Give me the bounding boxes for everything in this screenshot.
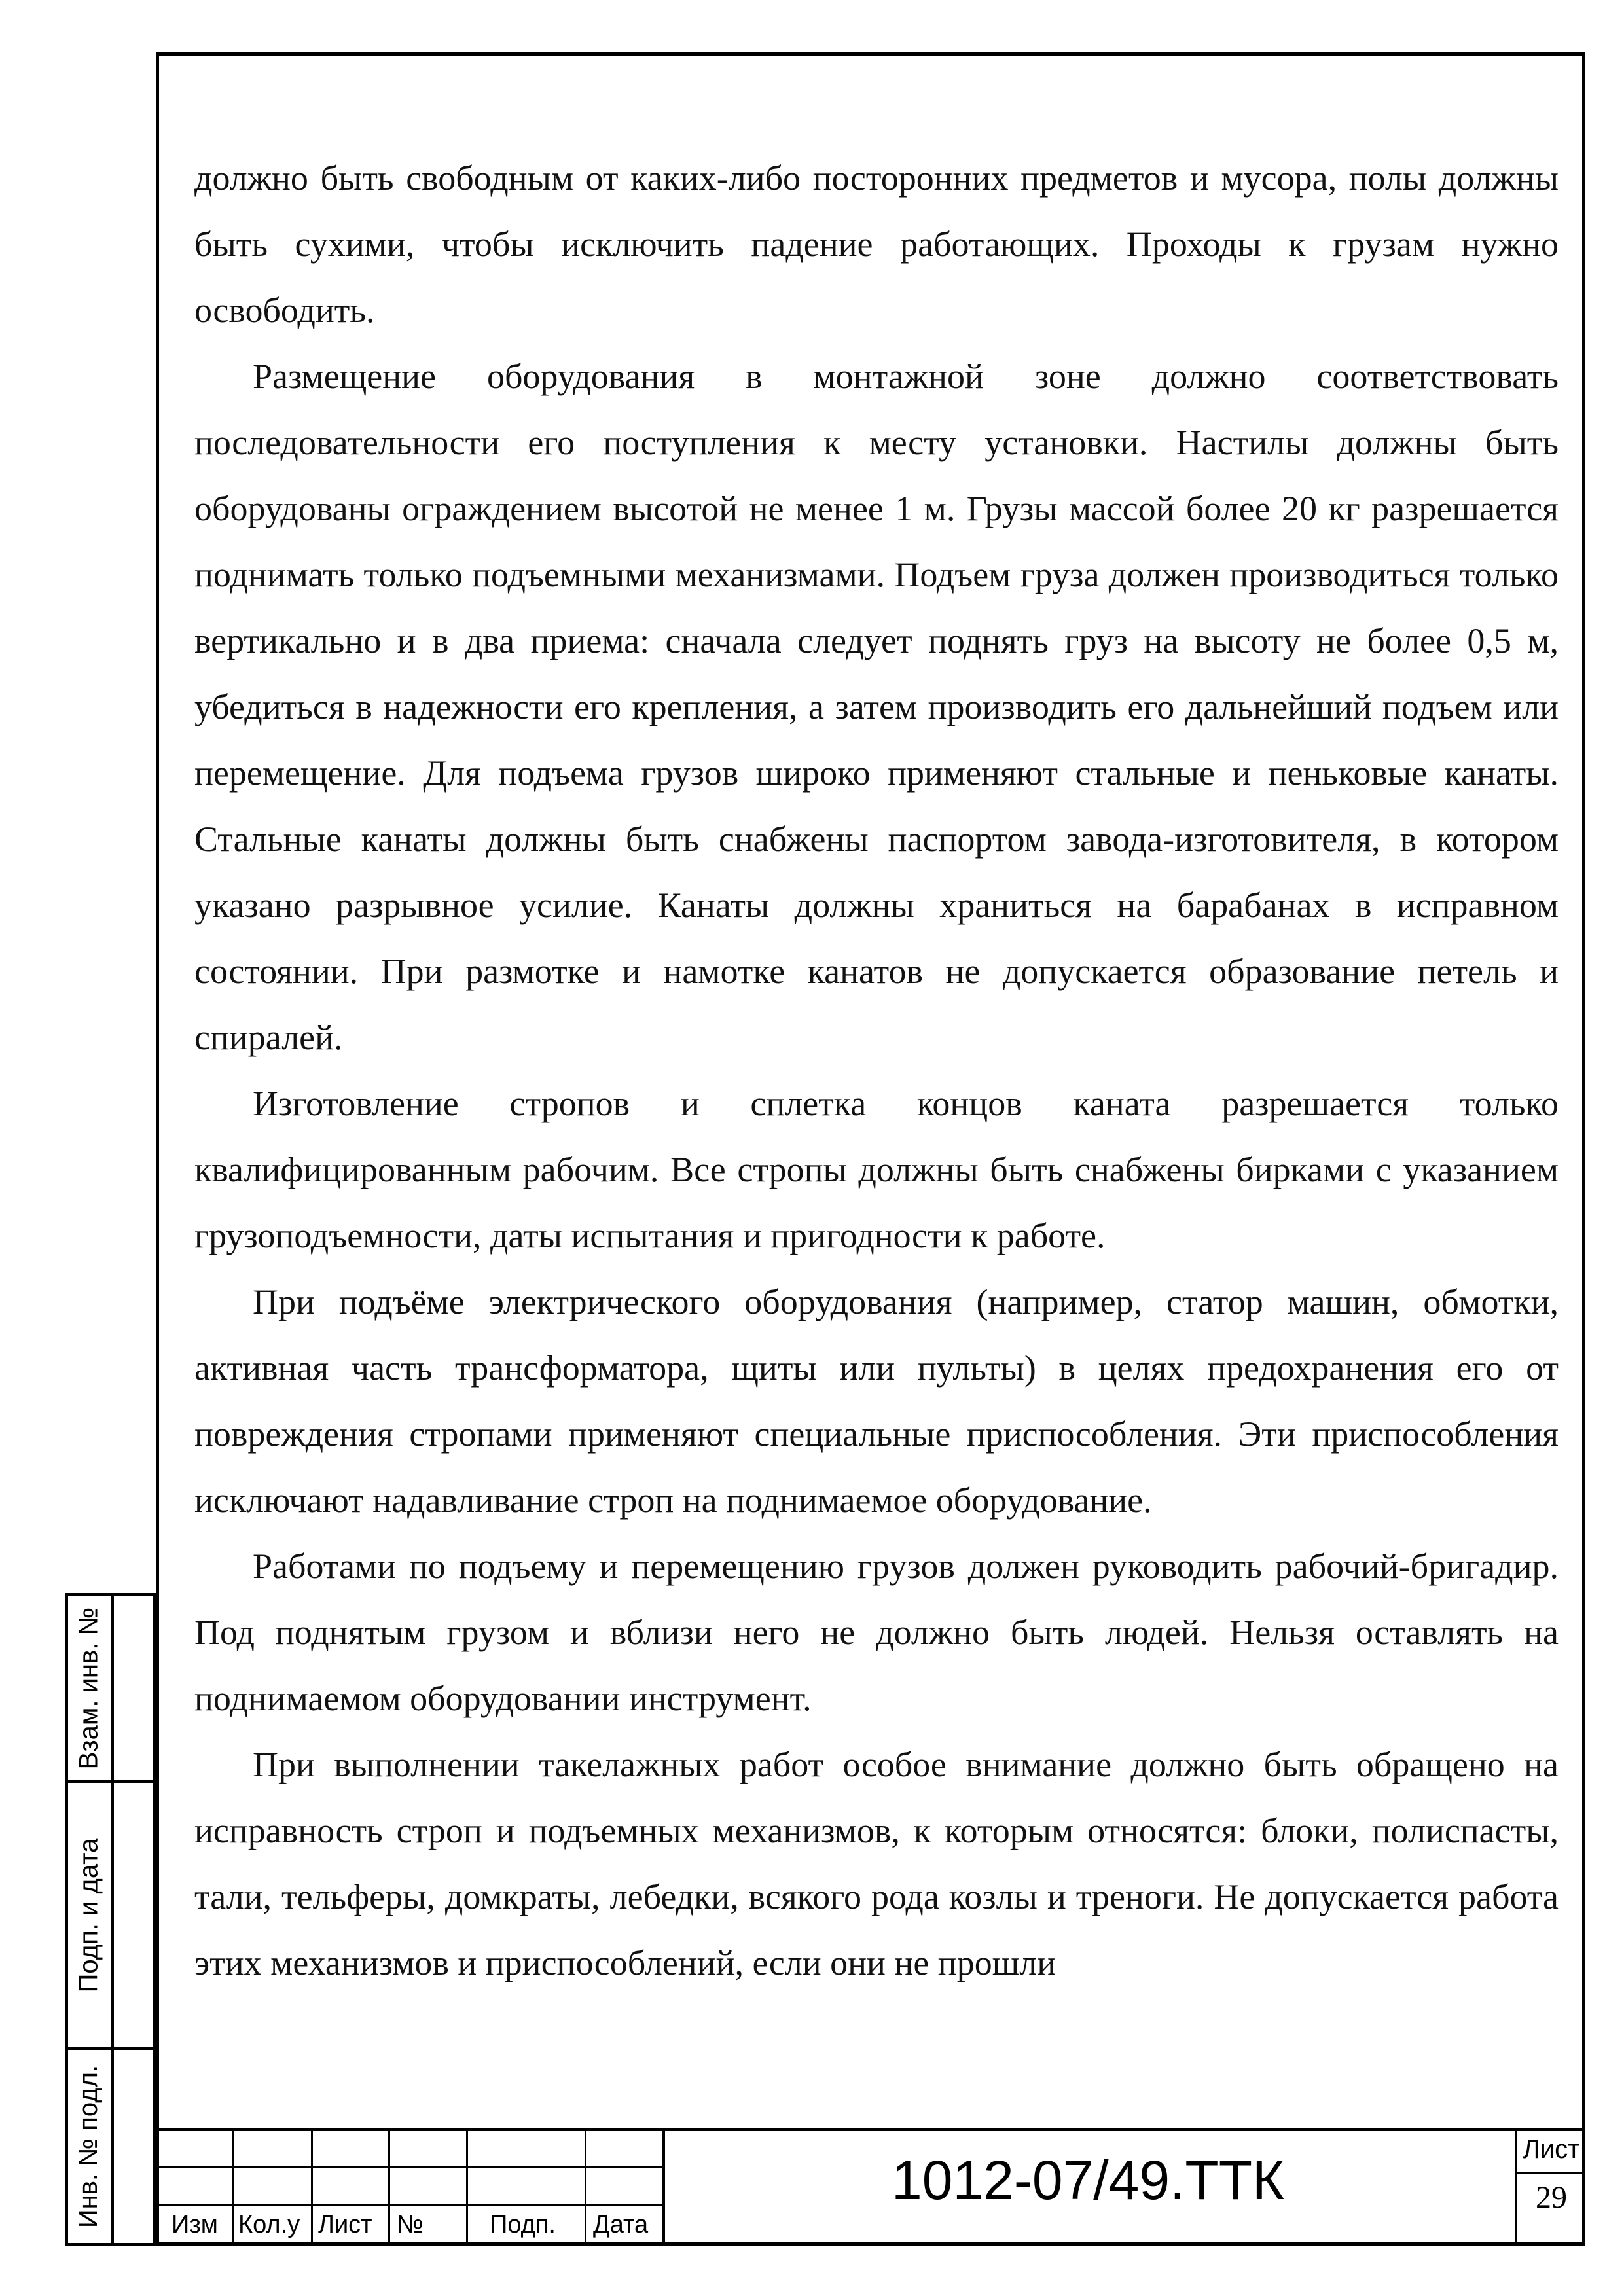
document-body [194,145,1559,1996]
paragraph: Изготовление стропов и сплетка концов каната разрешается только квалифицированным рабочим. Все стропы должны быть снабжены бирками с указанием грузоподъемности, даты испытания и пригодности к работе. [194,1084,1559,1255]
title-block-col-line [388,2128,390,2246]
podp-data-label: Подп. и дата [74,1838,103,1992]
col-list-label: Лист [318,2211,372,2238]
paragraph: При выполнении такелажных работ особое внимание должно быть обращено на исправность строп и подъемных механизмов, к которым относятся: блоки, полиспасты, тали, тельферы, домкраты, лебедки, всякого рода козлы и треноги. Не допускается работа этих механизмов и приспособлений, если они не прошли [194,1745,1559,1982]
sheet-number: 29 [1536,2180,1567,2215]
title-block-row-line [1515,2172,1585,2174]
title-block-col-line [232,2128,234,2246]
title-block-col-line [585,2128,586,2246]
inv-podl-label: Инв. № подл. [74,2064,103,2229]
col-podp-label: Подп. [490,2211,556,2238]
paragraph: Размещение оборудования в монтажной зоне должно соответствовать последовательности его поступления к месту установки. Настилы должны быть оборудованы ограждением высотой не менее 1 м. Грузы массой более 20 кг разрешается поднимать только подъемными механизмами. Подъем груза должен производиться только вертикально и в два приема: сначала следует поднять груз на высоту не более 0,5 м, убедиться в надежности его крепления, а затем производить его дальнейший подъем или перемещение. Для подъема грузов широко применяют стальные и пеньковые канаты. Стальные канаты должны быть снабжены паспортом завода-изготовителя, в котором указано разрывное усилие. Канаты должны храниться на барабанах в исправном состоянии. При размотке и намотке канатов не допускается образование петель и спиралей. [194,357,1559,1057]
document-number: 1012-07/49.ТТК [892,2149,1284,2211]
vzam-inv-label: Взам. инв. № [74,1607,103,1769]
col-num-label: № [397,2211,424,2238]
paragraph: Работами по подъему и перемещению грузов должен руководить рабочий-бригадир. Под поднятым грузом и вблизи него не должно быть людей. Нельзя оставлять на поднимаемом оборудовании инструмент. [194,1547,1559,1718]
title-block-col-line [311,2128,313,2246]
col-kolu-label: Кол.у [238,2211,300,2238]
sheet-label: Лист [1523,2135,1580,2164]
title-block-col-line [466,2128,468,2246]
col-data-label: Дата [593,2211,649,2238]
paragraph: должно быть свободным от каких-либо посторонних предметов и мусора, полы должны быть сухими, чтобы исключить падение работающих. Проходы к грузам нужно освободить. [194,158,1559,330]
col-izm-label: Изм [171,2211,218,2238]
paragraph: При подъёме электрического оборудования (например, статор машин, обмотки, активная часть трансформатора, щиты или пульты) в целях предохранения его от повреждения стропами применяют специальные приспособления. Эти приспособления исключают надавливание строп на поднимаемое оборудование. [194,1282,1559,1520]
